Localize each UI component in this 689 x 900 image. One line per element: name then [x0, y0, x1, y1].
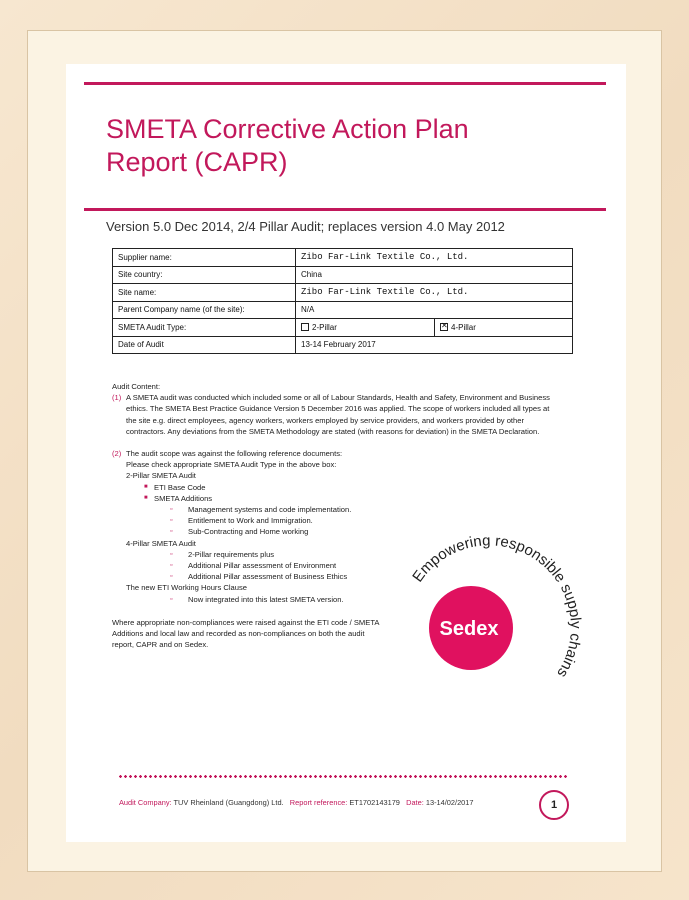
table-row — [113, 336, 573, 354]
working-hours-heading: The new ETI Working Hours Clause — [126, 583, 247, 593]
title-line-2: Report (CAPR) — [106, 147, 288, 177]
footer-dotted-rule — [118, 775, 568, 778]
paragraph-2-text-2: Please check appropriate SMETA Audit Type in the above box: — [126, 460, 337, 470]
list-item: ▫ Additional Pillar assessment of Environment — [126, 560, 552, 571]
site-value: Zibo Far-Link Textile Co., Ltd. — [296, 284, 573, 302]
footer-date-value: 13-14/02/2017 — [425, 798, 474, 807]
date-label: Date of Audit — [113, 336, 296, 354]
table-row — [113, 284, 573, 302]
country-value: China — [296, 266, 573, 284]
date-value: 13-14 February 2017 — [296, 336, 573, 354]
parent-value: N/A — [296, 301, 573, 319]
list-item: ■ SMETA Additions — [126, 493, 552, 504]
site-info-table — [112, 248, 573, 354]
four-pillar-heading: 4-Pillar SMETA Audit — [126, 538, 196, 548]
paragraph-2-text-1: The audit scope was against the following reference documents: — [126, 449, 343, 459]
option-4pillar[interactable] — [435, 319, 573, 337]
paragraph-2-number: (2) — [112, 449, 122, 459]
list-item: ▫ Additional Pillar assessment of Business Ethics — [126, 571, 552, 582]
list-item: ▫ Entitlement to Work and Immigration. — [126, 515, 552, 526]
sedex-tagline: Empowering responsible supply chains — [409, 532, 585, 681]
sedex-logo — [395, 523, 595, 723]
two-pillar-heading: 2-Pillar SMETA Audit — [126, 471, 196, 481]
supplier-value: Zibo Far-Link Textile Co., Ltd. — [296, 249, 573, 267]
list-item: ■ ETI Base Code — [126, 482, 552, 493]
list-item: ▫ 2-Pillar requirements plus — [126, 549, 552, 560]
title-line-1: SMETA Corrective Action Plan — [106, 114, 469, 144]
sedex-badge — [395, 523, 595, 723]
closing-paragraph: Where appropriate non-compliances were raised against the ETI code / SMETA Additions and local law and recorded as non-compliances on both the audit report, CAPR and on Sedex. — [112, 617, 380, 650]
checkbox-2pillar[interactable] — [301, 323, 309, 331]
option-2pillar-label: 2-Pillar — [312, 322, 337, 332]
footer-company-label: Audit Company: — [119, 798, 172, 807]
option-4pillar-label: 4-Pillar — [451, 322, 476, 332]
list-item: ▫ Sub-Contracting and Home working — [126, 526, 552, 537]
table-row — [113, 266, 573, 284]
footer-date-label: Date: — [406, 798, 424, 807]
checkbox-4pillar[interactable] — [440, 323, 448, 331]
list-item: ▫ Now integrated into this latest SMETA version. — [126, 594, 552, 605]
country-label: Site country: — [113, 266, 296, 284]
table-row — [113, 301, 573, 319]
site-label: Site name: — [113, 284, 296, 302]
paragraph-1-number: (1) — [112, 393, 122, 403]
sedex-wordmark: Sedex — [439, 618, 499, 640]
table-row — [113, 249, 573, 267]
footer — [119, 797, 499, 808]
footer-ref-value: ET1702143179 — [349, 798, 400, 807]
top-rule — [84, 82, 606, 85]
content-heading: Audit Content: — [112, 382, 161, 391]
title-rule — [84, 208, 606, 211]
parent-label: Parent Company name (of the site): — [113, 301, 296, 319]
paragraph-1-text: A SMETA audit was conducted which included some or all of Labour Standards, Health and Safety, Environment and Business ethics. The SMETA Best Practice Guidance Version 5 December 2016 was applied. The scope of workers included all types at the site e.g. direct employees, agency workers, workers employed by service providers, and workers provided by other contractors. Any deviations from the SMETA Methodology are stated (with reasons for deviation) in the SMETA Declaration. — [126, 393, 550, 436]
paragraph-1 — [112, 392, 552, 437]
list-item: ▫ Management systems and code implementation. — [126, 504, 552, 515]
option-2pillar[interactable] — [296, 319, 435, 337]
version-line: Version 5.0 Dec 2014, 2/4 Pillar Audit; replaces version 4.0 May 2012 — [106, 219, 505, 234]
page-number: 1 — [539, 790, 569, 820]
audit-type-label: SMETA Audit Type: — [113, 319, 296, 337]
table-row — [113, 319, 573, 337]
footer-company-value: TUV Rheinland (Guangdong) Ltd. — [173, 798, 284, 807]
document-title — [106, 113, 586, 179]
footer-ref-label: Report reference: — [289, 798, 348, 807]
supplier-label: Supplier name: — [113, 249, 296, 267]
